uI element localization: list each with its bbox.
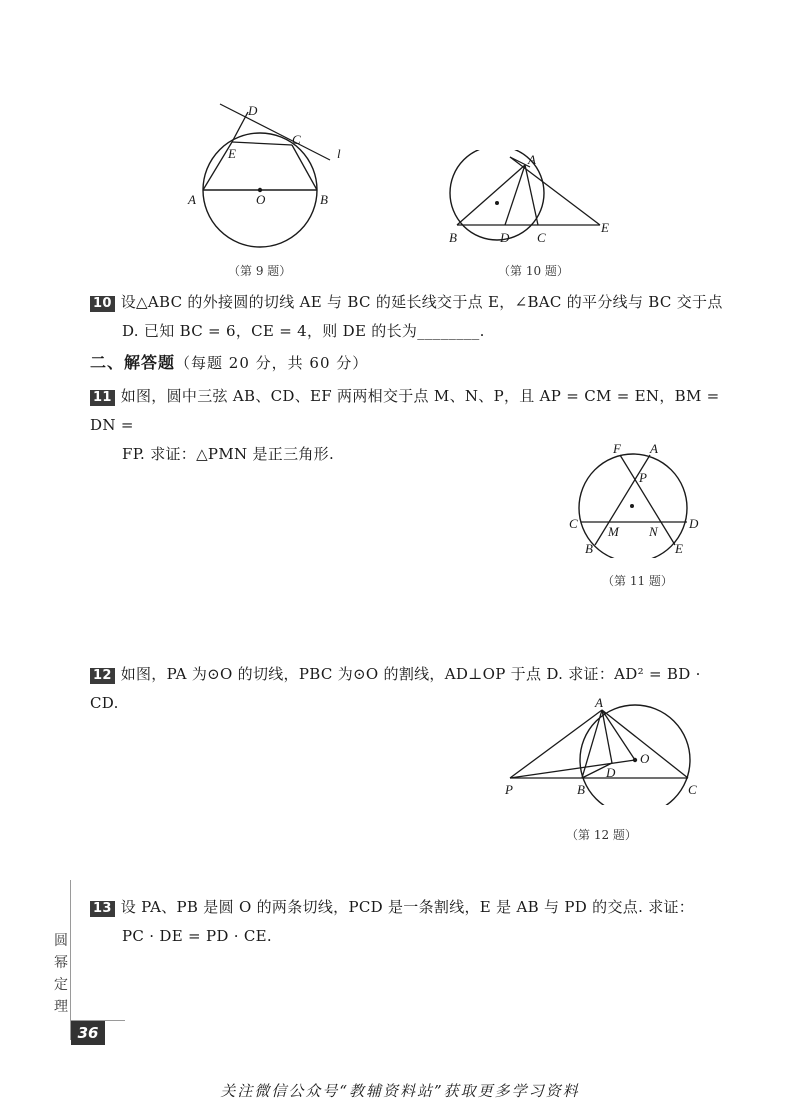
q11-line2: FP. 求证：△PMN 是正三角形.: [122, 445, 335, 463]
fig12-circle: [580, 705, 690, 805]
fig12-center-dot: [633, 758, 637, 762]
q12-line1: 如图，PA 为⊙O 的切线，PBC 为⊙O 的割线，AD⊥OP 于点 D. 求证：AD² = BD · CD.: [90, 665, 701, 712]
fig11-label-m: M: [608, 524, 619, 539]
fig11-label-d: D: [689, 516, 699, 531]
fig11-label-f: F: [613, 441, 621, 456]
q11-line1: 如图，圆中三弦 AB、CD、EF 两两相交于点 M、N、P，且 AP = CM = EN，BM = DN =: [90, 387, 720, 434]
fig11-chord-ef: [620, 455, 675, 545]
sidebar-vertical-rule: [70, 880, 71, 1040]
q13-number: 13: [90, 901, 115, 917]
fig10-center-dot: [495, 201, 499, 205]
figure-11: [565, 440, 705, 558]
q13-line2: PC · DE = PD · CE.: [122, 927, 272, 945]
q10-number: 10: [90, 296, 115, 312]
q11-number: 11: [90, 390, 115, 406]
fig12-label-o: O: [640, 751, 650, 766]
fig12-line-ab: [582, 710, 602, 778]
sidebar-char-1: 圆: [54, 933, 68, 949]
fig9-line-ec: [232, 142, 292, 145]
fig11-label-b: B: [585, 541, 593, 556]
fig9-label-o: O: [256, 192, 266, 207]
question-13: [90, 893, 730, 951]
question-10: [90, 288, 730, 346]
sidebar-char-3: 定: [54, 977, 68, 993]
fig9-label-c: C: [292, 132, 301, 147]
fig10-tangent-ext: [510, 157, 530, 167]
footer-note: 关注微信公众号“教辅资料站”获取更多学习资料: [220, 1082, 580, 1100]
page-number: 36: [71, 1021, 105, 1045]
fig11-label-a: A: [650, 441, 658, 456]
q13-line1: 设 PA、PB 是圆 O 的两条切线，PCD 是一条割线，E 是 AB 与 PD 的交点. 求证：: [120, 898, 695, 916]
fig12-label-d: D: [606, 765, 616, 780]
section-title: 二、解答题: [90, 353, 176, 372]
fig12-label-a: A: [595, 695, 603, 710]
fig9-label-e: E: [228, 146, 236, 161]
fig10-label-e: E: [601, 220, 609, 235]
fig9-label-d: D: [248, 103, 258, 118]
fig11-label-c: C: [569, 516, 578, 531]
fig11-label-p: P: [639, 470, 647, 485]
fig12-tangent-pa: [510, 710, 602, 778]
figure-10: [445, 150, 620, 250]
fig11-chord-ab: [595, 455, 650, 545]
fig9-label-a: A: [188, 192, 196, 207]
q10-line1: 设△ABC 的外接圆的切线 AE 与 BC 的延长线交于点 E，∠BAC 的平分线与 BC 交于点: [120, 293, 723, 311]
fig9-label-b: B: [320, 192, 328, 207]
fig9-line-ed: [232, 112, 248, 142]
fig11-caption: （第 11 题）: [602, 574, 673, 588]
fig9-label-l: l: [337, 146, 341, 161]
fig10-tangent-ae: [510, 157, 600, 225]
fig9-caption: （第 9 题）: [228, 264, 292, 278]
fig11-label-n: N: [649, 524, 658, 539]
fig12-label-c: C: [688, 782, 697, 797]
fig10-label-a: A: [528, 152, 536, 167]
fig9-tangent-l: [220, 104, 330, 160]
fig10-label-b: B: [449, 230, 457, 245]
figure-9: [180, 100, 350, 260]
fig12-label-p: P: [505, 782, 513, 797]
sidebar-label: [52, 930, 70, 1018]
fig11-center-dot: [630, 504, 634, 508]
sidebar-char-2: 幂: [54, 955, 68, 971]
fig12-caption: （第 12 题）: [566, 828, 637, 842]
q12-number: 12: [90, 668, 115, 684]
fig11-label-e: E: [675, 541, 683, 556]
section-subtitle: （每题 20 分，共 60 分）: [175, 354, 369, 372]
fig10-label-c: C: [537, 230, 546, 245]
fig12-line-po: [510, 760, 635, 778]
section-heading: [90, 350, 368, 373]
q10-line2: D. 已知 BC = 6，CE = 4，则 DE 的长为________.: [122, 322, 485, 340]
fig10-caption: （第 10 题）: [498, 264, 569, 278]
sidebar-char-4: 理: [54, 999, 68, 1015]
fig12-label-b: B: [577, 782, 585, 797]
fig10-label-d: D: [500, 230, 510, 245]
figure-12: [500, 695, 715, 805]
